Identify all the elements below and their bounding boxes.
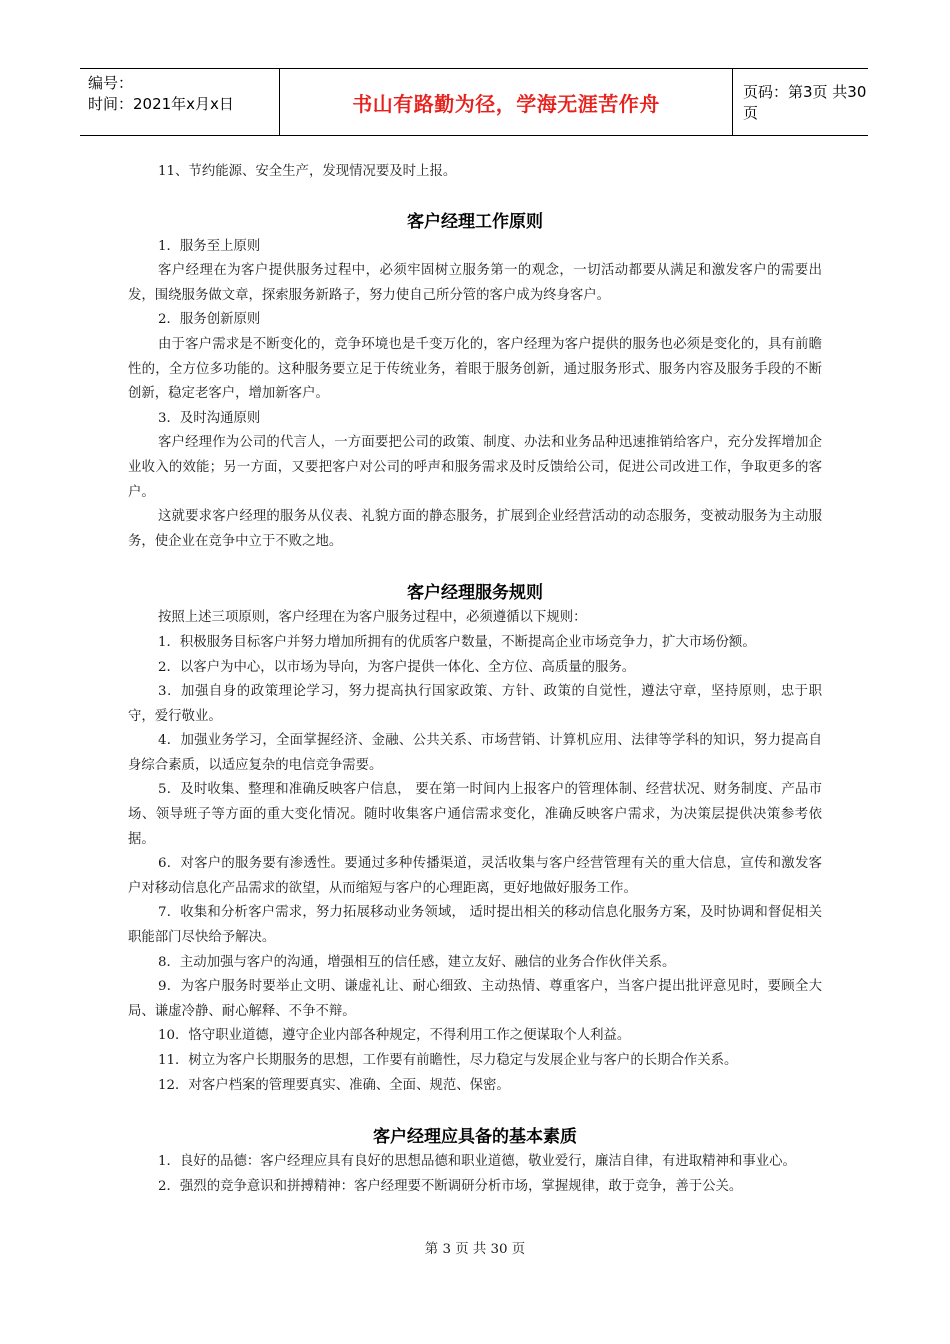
paragraph: 4．加强业务学习，全面掌握经济、金融、公共关系、市场营销、计算机应用、法律等学科的知识，努力提高自身综合素质，以适应复杂的电信竞争需要。	[128, 733, 822, 773]
intro-paragraph: 11、节约能源、安全生产，发现情况要及时上报。	[158, 164, 457, 179]
paragraph: 12．对客户档案的管理要真实、准确、全面、规范、保密。	[158, 1077, 510, 1093]
paragraph: 7．收集和分析客户需求，努力拓展移动业务领域， 适时提出相关的移动信息化服务方案，及时协调和督促相关职能部门尽快给予解决。	[128, 905, 822, 946]
paragraph: 8．主动加强与客户的沟通，增强相互的信任感，建立友好、融信的业务合作伙伴关系。	[158, 954, 676, 970]
page-footer: 第 3 页 共 30 页	[424, 1242, 526, 1257]
paragraph: 按照上述三项原则，客户经理在为客户服务过程中，必须遵循以下规则：	[158, 610, 587, 626]
document-body	[128, 160, 822, 1199]
paragraph: 1．服务至上原则	[158, 238, 261, 254]
section-title: 客户经理应具备的基本素质	[373, 1127, 577, 1148]
paragraph: 2．服务创新原则	[158, 312, 261, 328]
section-title: 客户经理工作原则	[407, 211, 543, 232]
paragraph: 这就要求客户经理的服务从仪表、礼貌方面的静态服务，扩展到企业经营活动的动态服务，变被动服务为主动服务，使企业在竞争中立于不败之地。	[128, 509, 822, 549]
paragraph: 客户经理在为客户提供服务过程中，必须牢固树立服务第一的观念，一切活动都要从满足和激发客户的需要出发，围绕服务做文章，探索服务新路子，努力使自己所分管的客户成为终身客户。	[128, 263, 822, 303]
paragraph: 2．以客户为中心，以市场为导向，为客户提供一体化、全方位、高质量的服务。	[158, 659, 636, 675]
paragraph: 9．为客户服务时要举止文明、谦虚礼让、耐心细致、主动热情、尊重客户，当客户提出批评意见时，要顾全大局、谦虚冷静、耐心解释、不争不辩。	[128, 979, 822, 1019]
paragraph: 客户经理作为公司的代言人，一方面要把公司的政策、制度、办法和业务品种迅速推销给客户，充分发挥增加企业收入的效能；另一方面，又要把客户对公司的呼声和服务需求及时反馈给公司，促进公司改进工作，争取更多的客户。	[128, 435, 822, 500]
paragraph: 10．恪守职业道德，遵守企业内部各种规定，不得利用工作之便谋取个人利益。	[158, 1028, 631, 1044]
section-title: 客户经理服务规则	[407, 583, 543, 604]
page-header	[80, 68, 868, 136]
paragraph: 由于客户需求是不断变化的，竞争环境也是千变万化的，客户经理为客户提供的服务也必须是变化的，具有前瞻性的，全方位多功能的。这种服务要立足于传统业务，着眼于服务创新，通过服务形式、服务内容及服务手段的不断创新，稳定老客户，增加新客户。	[128, 336, 822, 402]
header-page-label: 页码：第3页 共30页	[743, 83, 867, 122]
paragraph: 6．对客户的服务要有渗透性。要通过多种传播渠道，灵活收集与客户经营管理有关的重大信息，宣传和激发客户对移动信息化产品需求的欲望，从而缩短与客户的心理距离，更好地做好服务工作。	[128, 856, 822, 896]
header-meta-cell	[80, 69, 280, 135]
header-motto: 书山有路勤为径，学海无涯苦作舟	[280, 69, 733, 135]
number-label: 编号：	[88, 74, 134, 92]
time-label: 时间：2021年x月x日	[88, 95, 234, 113]
paragraph: 2．强烈的竞争意识和拼搏精神：客户经理要不断调研分析市场，掌握规律，敢于竞争，善于公关。	[158, 1178, 743, 1194]
paragraph: 1．良好的品德：客户经理应具有良好的思想品德和职业道德，敬业爱行，廉洁自律，有进取精神和事业心。	[158, 1154, 796, 1170]
paragraph: 5．及时收集、整理和准确反映客户信息， 要在第一时间内上报客户的管理体制、经营状况、财务制度、产品市场、领导班子等方面的重大变化情况。随时收集客户通信需求变化，准确反映客户需求，为决策层提供决策参考依据。	[128, 782, 822, 847]
paragraph: 3．及时沟通原则	[158, 410, 261, 426]
paragraph: 1．积极服务目标客户并努力增加所拥有的优质客户数量，不断提高企业市场竞争力，扩大市场份额。	[158, 634, 756, 650]
paragraph: 11．树立为客户长期服务的思想，工作要有前瞻性，尽力稳定与发展企业与客户的长期合作关系。	[158, 1053, 738, 1068]
paragraph: 3．加强自身的政策理论学习，努力提高执行国家政策、方针、政策的自觉性，遵法守章，坚持原则，忠于职守，爱行敬业。	[128, 684, 822, 724]
